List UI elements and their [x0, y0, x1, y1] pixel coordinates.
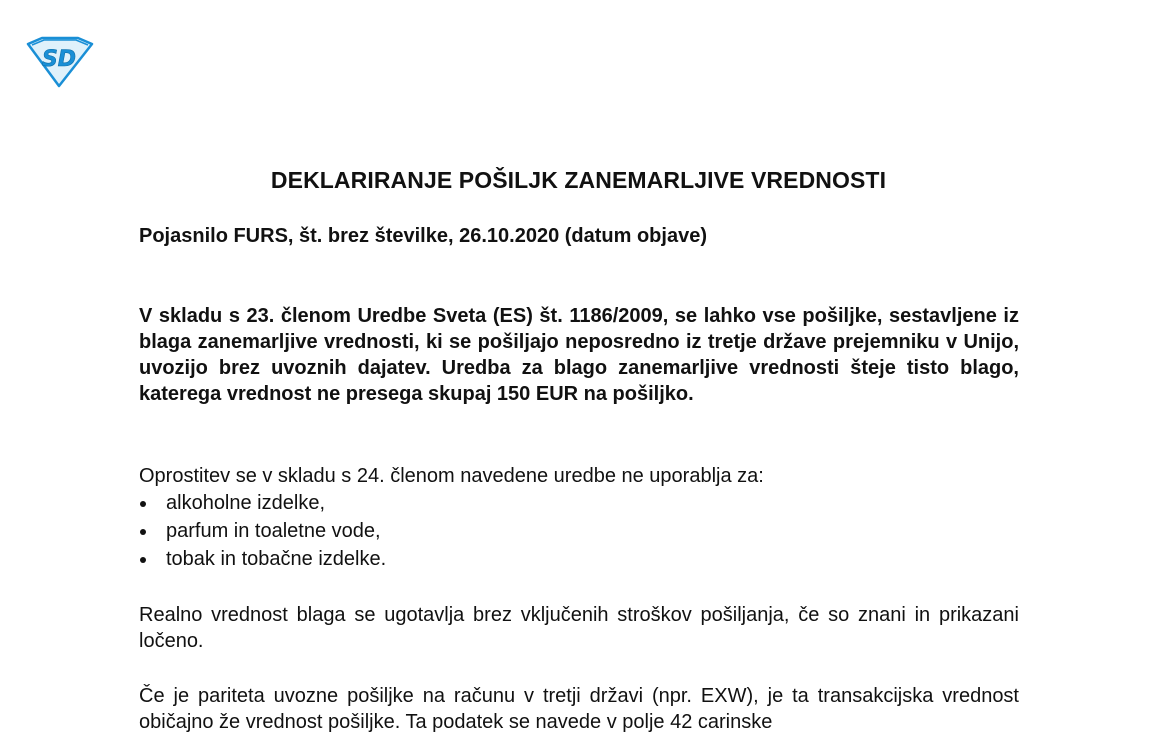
exemption-list — [139, 489, 1019, 573]
svg-text:SD: SD — [41, 47, 77, 72]
list-item: alkoholne izdelke, — [139, 489, 1019, 517]
paragraph-parity: Če je pariteta uvozne pošiljke na računu v tretji državi (npr. EXW), je ta transakcijska vrednost običajno že vrednost pošiljke. Ta podatek se navede v polje 42 carinske — [139, 685, 1019, 733]
list-item: tobak in tobačne izdelke. — [139, 545, 1019, 573]
paragraph-real-value: Realno vrednost blaga se ugotavlja brez vključenih stroškov pošiljanja, če so znani in prikazani ločeno. — [139, 604, 1019, 652]
exemption-intro: Oprostitev se v skladu s 24. členom navedene uredbe ne uporablja za: — [139, 465, 764, 487]
document-subtitle: Pojasnilo FURS, št. brez številke, 26.10.2020 (datum objave) — [139, 225, 707, 247]
document-title: DEKLARIRANJE POŠILJK ZANEMARLJIVE VREDNOSTI — [270, 167, 887, 193]
exemption-section — [139, 463, 1019, 573]
list-item: parfum in toaletne vode, — [139, 517, 1019, 545]
paragraph-regulation: V skladu s 23. členom Uredbe Sveta (ES) št. 1186/2009, se lahko vse pošiljke, sestavljene iz blaga zanemarljive vrednosti, ki se pošiljajo neposredno iz tretje države prejemniku v Unijo, uvozijo brez uvoznih dajatev. Uredba za blago zanemarljive vrednosti šteje tisto blago, katerega vrednost ne presega skupaj 150 EUR na pošiljko. — [139, 305, 1019, 405]
company-logo-icon — [22, 36, 96, 88]
